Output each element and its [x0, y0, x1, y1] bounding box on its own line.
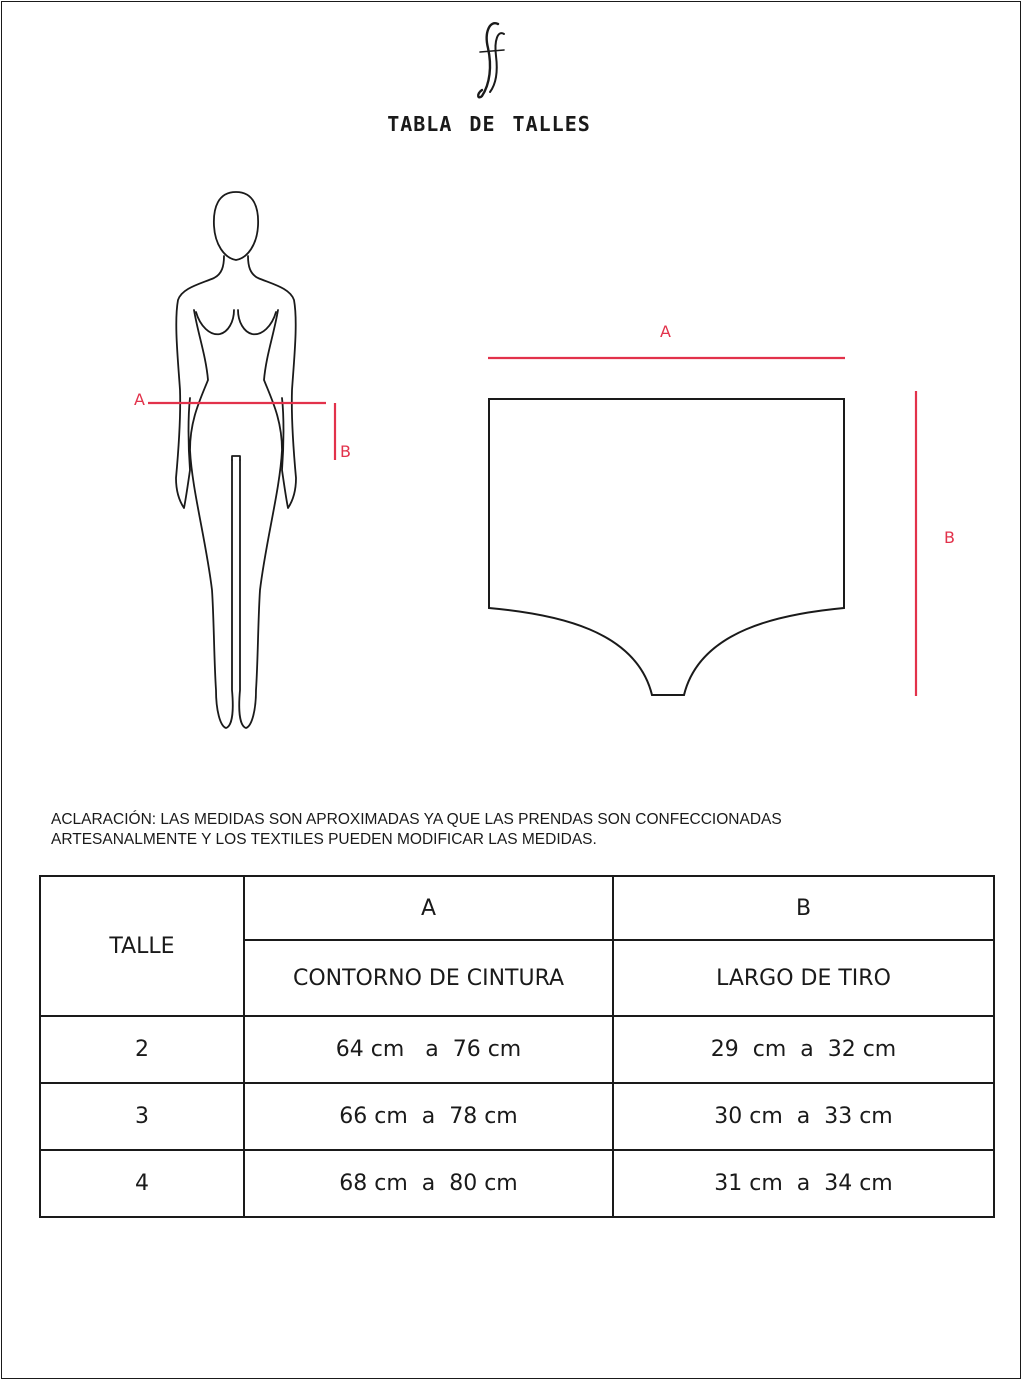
header-a-letter: A: [244, 876, 613, 940]
disclaimer-line-1: ACLARACIÓN: LAS MEDIDAS SON APROXIMADAS YA QUE LAS PRENDAS SON CONFECCIONADAS: [51, 811, 782, 828]
size-table: [39, 875, 995, 1218]
table-row: [40, 1083, 994, 1150]
header-talle: TALLE: [40, 876, 244, 1016]
cell-a: 64 cm a 76 cm: [244, 1016, 613, 1083]
disclaimer-line-2: ARTESANALMENTE Y LOS TEXTILES PUEDEN MODIFICAR LAS MEDIDAS.: [51, 831, 597, 848]
figure-measure-lines: [148, 403, 335, 460]
header-a-name: CONTORNO DE CINTURA: [244, 940, 613, 1016]
garment-outline: [489, 399, 844, 695]
header-b-letter: B: [613, 876, 994, 940]
disclaimer-note: [51, 810, 951, 850]
cell-b: 31 cm a 34 cm: [613, 1150, 994, 1217]
cell-talle: 2: [40, 1016, 244, 1083]
cell-talle: 3: [40, 1083, 244, 1150]
garment-label-b: B: [944, 528, 955, 547]
figure-label-a: A: [134, 390, 145, 409]
cell-b: 30 cm a 33 cm: [613, 1083, 994, 1150]
garment-measure-lines: [488, 358, 916, 696]
garment-label-a: A: [660, 322, 671, 341]
table-row: [40, 1016, 994, 1083]
table-row: [40, 1150, 994, 1217]
figure-label-b: B: [340, 442, 351, 461]
page-title: TABLA DE TALLES: [387, 112, 591, 136]
cell-a: 66 cm a 78 cm: [244, 1083, 613, 1150]
body-figure: [176, 192, 296, 728]
cell-talle: 4: [40, 1150, 244, 1217]
cell-b: 29 cm a 32 cm: [613, 1016, 994, 1083]
table-header-row: [40, 876, 994, 940]
header-b-name: LARGO DE TIRO: [613, 940, 994, 1016]
cell-a: 68 cm a 80 cm: [244, 1150, 613, 1217]
